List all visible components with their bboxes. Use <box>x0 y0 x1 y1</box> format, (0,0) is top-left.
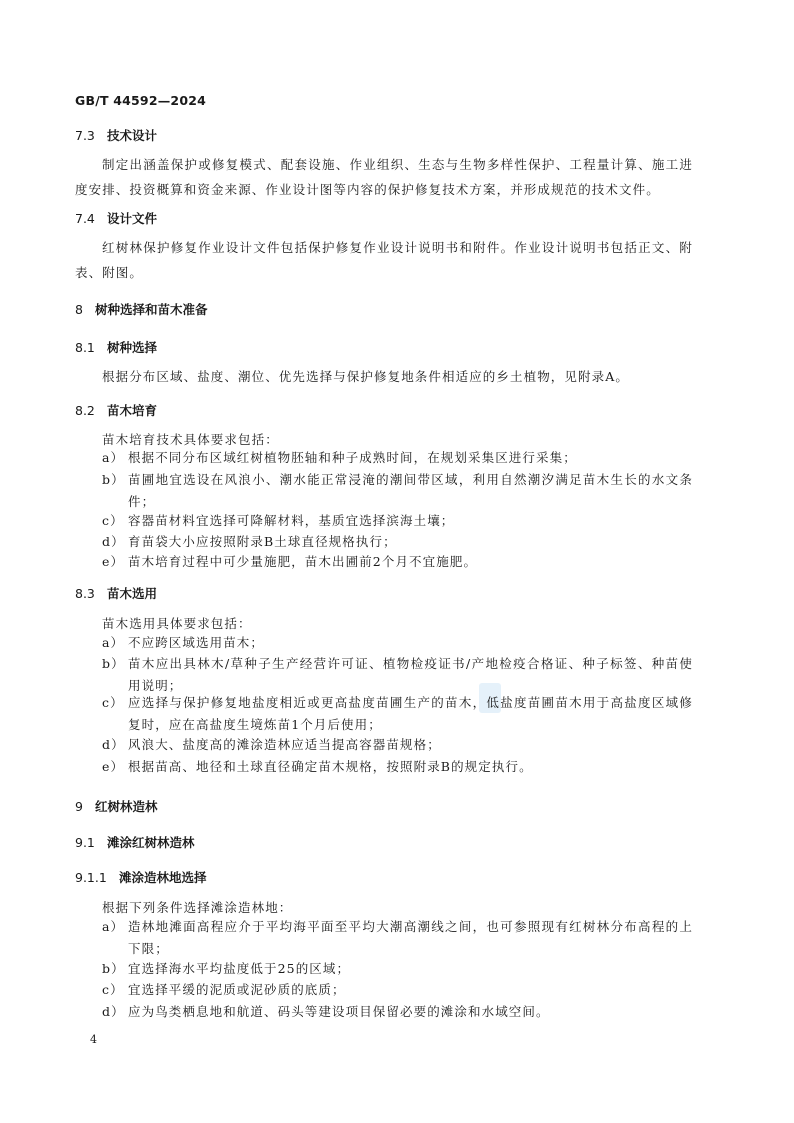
list-label: c） <box>102 982 124 997</box>
list-item <box>102 756 693 778</box>
list-item <box>102 469 693 513</box>
section-title: 苗木培育 <box>107 403 158 418</box>
section-number: 8.1 <box>75 340 95 355</box>
section-title: 滩涂造林地选择 <box>119 870 207 885</box>
paragraph-7-3: 制定出涵盖保护或修复模式、配套设施、作业组织、生态与生物多样性保护、工程量计算、施工进度安排、投资概算和资金来源、作业设计图等内容的保护修复技术方案，并形成规范的技术文件。 <box>75 157 693 197</box>
list-text: 应为鸟类栖息地和航道、码头等建设项目保留必要的滩涂和水域空间。 <box>128 1004 550 1019</box>
section-title: 苗木选用 <box>107 586 158 601</box>
list-item <box>102 531 693 553</box>
list-item <box>102 692 693 736</box>
list-item <box>102 979 693 1001</box>
list-text: 苗圃地宜选设在风浪小、潮水能正常浸淹的潮间带区域，利用自然潮汐满足苗木生长的水文条件； <box>128 472 693 509</box>
intro-9-1-1: 根据下列条件选择滩涂造林地： <box>102 900 293 915</box>
section-title: 树种选择和苗木准备 <box>95 302 208 317</box>
heading-7-4 <box>75 209 157 227</box>
list-item <box>102 653 693 697</box>
list-text: 宜选择平缓的泥质或泥砂质的底质； <box>128 982 346 997</box>
list-item <box>102 632 693 654</box>
heading-9-1 <box>75 833 195 851</box>
list-text: 育苗袋大小应按照附录B土球直径规格执行； <box>128 534 397 549</box>
list-text: 苗木培育过程中可少量施肥，苗木出圃前2个月不宜施肥。 <box>128 554 478 569</box>
list-text: 苗木应出具林木/草种子生产经营许可证、植物检疫证书/产地检疫合格证、种子标签、种苗使用说明； <box>128 656 693 693</box>
section-title: 技术设计 <box>107 128 158 143</box>
list-item <box>102 551 693 573</box>
paragraph-7-4: 红树林保护修复作业设计文件包括保护修复作业设计说明书和附件。作业设计说明书包括正文、附表、附图。 <box>75 240 693 280</box>
section-number: 8 <box>75 302 83 317</box>
list-text: 根据不同分布区域红树植物胚轴和种子成熟时间，在规划采集区进行采集； <box>128 450 577 465</box>
list-item <box>102 958 693 980</box>
section-number: 8.3 <box>75 586 95 601</box>
section-number: 9.1 <box>75 835 95 850</box>
heading-8-3 <box>75 584 157 602</box>
heading-7-3 <box>75 126 157 144</box>
list-label: c） <box>102 513 124 528</box>
heading-8-1 <box>75 338 157 356</box>
document-code: GB/T 44592—2024 <box>75 93 207 108</box>
section-title: 设计文件 <box>107 211 158 226</box>
intro-8-3: 苗木选用具体要求包括： <box>102 616 252 631</box>
list-text: 容器苗材料宜选择可降解材料，基质宜选择滨海土壤； <box>128 513 455 528</box>
list-label: a） <box>102 450 125 465</box>
list-text: 根据苗高、地径和土球直径确定苗木规格，按照附录B的规定执行。 <box>128 759 533 774</box>
list-item <box>102 510 693 532</box>
list-label: e） <box>102 554 125 569</box>
list-label: a） <box>102 919 125 934</box>
list-item <box>102 916 693 960</box>
heading-8-2 <box>75 401 157 419</box>
list-text: 造林地滩面高程应介于平均海平面至平均大潮高潮线之间，也可参照现有红树林分布高程的上下限； <box>128 919 693 956</box>
list-label: c） <box>102 695 124 710</box>
list-label: d） <box>102 534 125 549</box>
list-text: 风浪大、盐度高的滩涂造林应适当提高容器苗规格； <box>128 737 441 752</box>
list-label: d） <box>102 1004 125 1019</box>
list-label: b） <box>102 472 125 487</box>
list-text: 应选择与保护修复地盐度相近或更高盐度苗圃生产的苗木，低盐度苗圃苗木用于高盐度区域修复时，应在高盐度生境炼苗1个月后使用； <box>128 695 693 732</box>
section-title: 树种选择 <box>107 340 158 355</box>
list-label: e） <box>102 759 125 774</box>
list-label: d） <box>102 737 125 752</box>
section-number: 7.3 <box>75 128 95 143</box>
heading-8 <box>75 300 208 318</box>
list-text: 不应跨区域选用苗木； <box>128 635 265 650</box>
list-item <box>102 1001 693 1023</box>
list-label: a） <box>102 635 125 650</box>
section-title: 红树林造林 <box>95 799 158 814</box>
list-item <box>102 734 693 756</box>
section-number: 9 <box>75 799 83 814</box>
intro-8-2: 苗木培育技术具体要求包括： <box>102 432 279 447</box>
list-text: 宜选择海水平均盐度低于25的区域； <box>128 961 351 976</box>
heading-9-1-1 <box>75 868 207 886</box>
section-number: 7.4 <box>75 211 95 226</box>
list-item <box>102 447 693 469</box>
list-label: b） <box>102 656 125 671</box>
section-title: 滩涂红树林造林 <box>107 835 195 850</box>
heading-9 <box>75 797 158 815</box>
paragraph-8-1: 根据分布区域、盐度、潮位、优先选择与保护修复地条件相适应的乡土植物，见附录A。 <box>102 369 629 384</box>
section-number: 9.1.1 <box>75 870 107 885</box>
page-number: 4 <box>90 1033 97 1046</box>
section-number: 8.2 <box>75 403 95 418</box>
list-label: b） <box>102 961 125 976</box>
